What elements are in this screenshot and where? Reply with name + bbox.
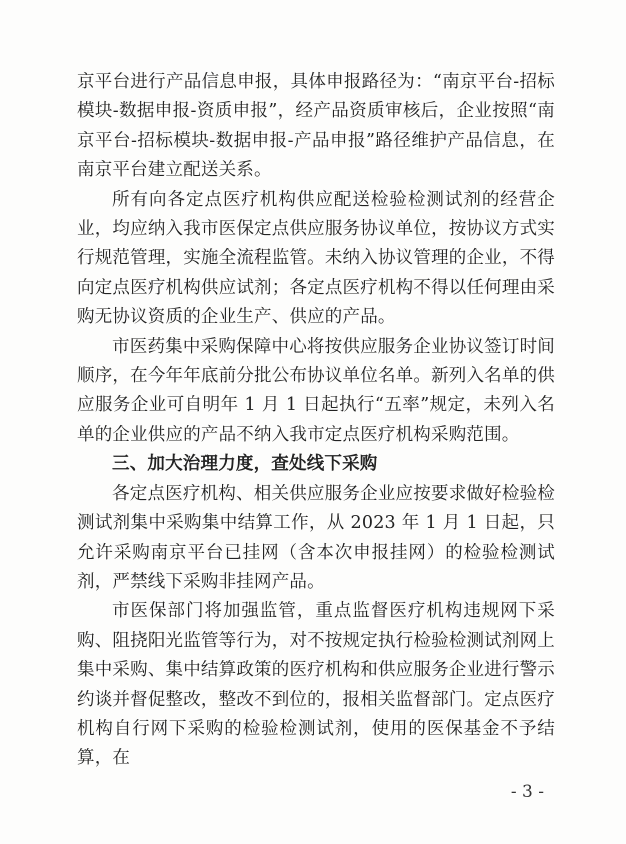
paragraph-centralized-procurement: 各定点医疗机构、相关供应服务企业应按要求做好检验检测试剂集中采购集中结算工作，从 2023 年 1 月 1 日起，只允许采购南京平台已挂网（含本次申报挂网）的检验检测试剂，严禁线下采购非挂网产品。	[77, 483, 555, 592]
paragraph-continuation: 京平台进行产品信息申报，具体申报路径为：“南京平台-招标模块-数据申报-资质申报”，经产品资质审核后，企业按照“南京平台-招标模块-数据申报-产品申报”路径维护产品信息，在南京平台建立配送关系。	[77, 72, 555, 181]
paragraph-supervision: 市医保部门将加强监管，重点监督医疗机构违规网下采购、阻挠阳光监管等行为，对不按规定执行检验检测试剂网上集中采购、集中结算政策的医疗机构和供应服务企业进行警示约谈并督促整改，整改不到位的，报相关监督部门。定点医疗机构自行网下采购的检验检测试剂，使用的医保基金不予结算，在	[77, 601, 555, 769]
page-number: - 3 -	[510, 782, 544, 802]
section-heading: 三、加大治理力度，查处线下采购	[112, 454, 378, 475]
document-body	[77, 68, 555, 774]
paragraph-supplier-agreement: 所有向各定点医疗机构供应配送检验检测试剂的经营企业，均应纳入我市医保定点供应服务协议单位，按协议方式实行规范管理，实施全流程监管。未纳入协议管理的企业，不得向定点医疗机构供应试剂；各定点医疗机构不得以任何理由采购无协议资质的企业生产、供应的产品。	[77, 189, 555, 328]
paragraph-publication-schedule: 市医药集中采购保障中心将按供应服务企业协议签订时间顺序，在今年年底前分批公布协议单位名单。新列入名单的供应服务企业可自明年 1 月 1 日起执行“五率”规定，未列入名单的企业供应的产品不纳入我市定点医疗机构采购范围。	[77, 336, 555, 445]
